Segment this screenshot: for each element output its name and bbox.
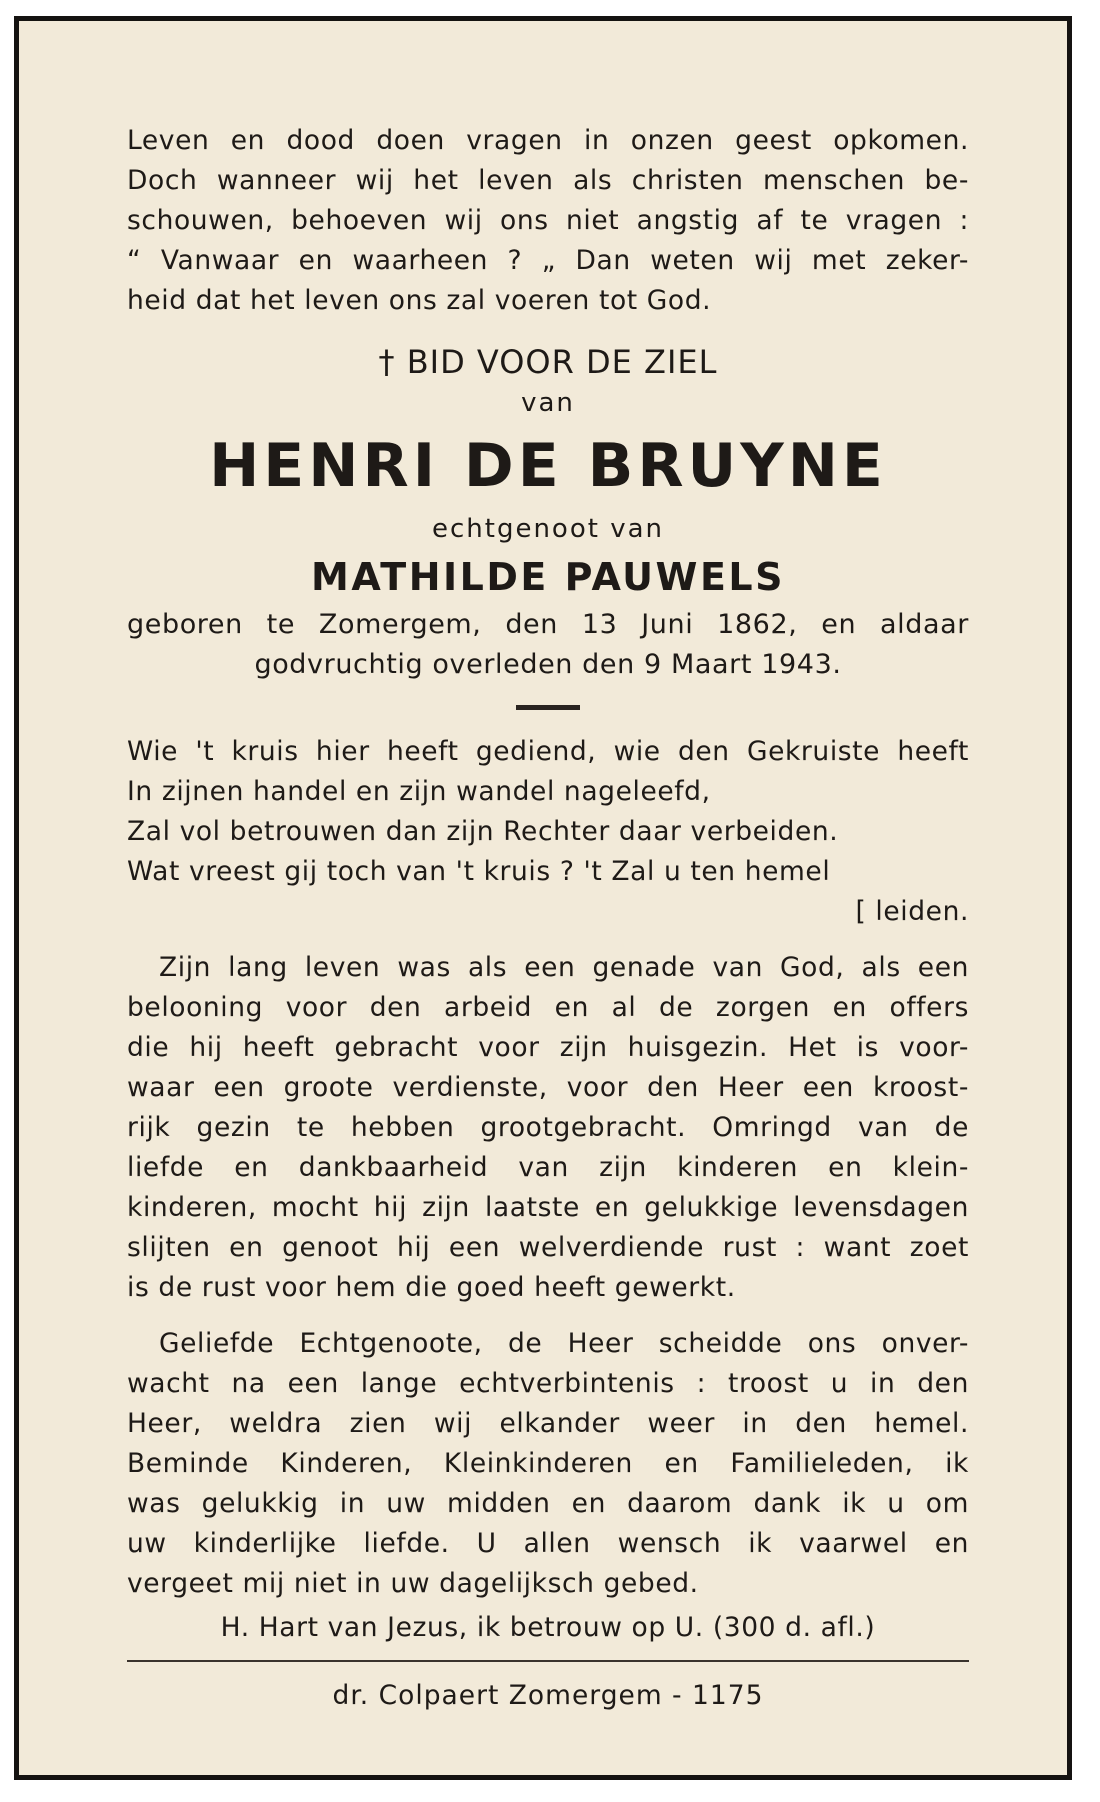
closing-prayer: H. Hart van Jezus, ik betrouw op U. (300 d. afl.) xyxy=(220,1612,876,1643)
poem-line: Zal vol betrouwen dan zijn Rechter daar verbeiden. xyxy=(127,816,839,847)
van-label: van xyxy=(521,388,575,418)
death-line: godvruchtig overleden den 9 Maart 1943. xyxy=(254,649,842,680)
paragraph-line: is de rust voor hem die goed heeft gewerkt. xyxy=(127,1272,736,1303)
birth-death-info xyxy=(127,605,969,685)
paragraph-line: vergeet mij niet in uw dagelijksch gebed. xyxy=(127,1568,699,1599)
printer-imprint: dr. Colpaert Zomergem - 1175 xyxy=(332,1680,764,1711)
paragraph-line: liefde en dankbaarheid van zijn kinderen en klein- xyxy=(127,1152,969,1183)
intro-paragraph xyxy=(127,121,969,321)
intro-line: Leven en dood doen vragen in onzen geest opkomen. xyxy=(127,125,969,156)
paragraph-line: waar een groote verdienste, voor den Heer een kroost- xyxy=(127,1072,969,1103)
poem-line: [ leiden. xyxy=(855,896,969,927)
prayer-heading-text: BID VOOR DE ZIEL xyxy=(406,343,718,381)
birth-line: geboren te Zomergem, den 13 Juni 1862, en aldaar xyxy=(127,609,969,640)
spouse-name: MATHILDE PAUWELS xyxy=(311,555,785,599)
deceased-name: HENRI DE BRUYNE xyxy=(209,431,887,501)
intro-line: heid dat het leven ons zal voeren tot God. xyxy=(127,285,712,316)
paragraph-line: slijten en genoot hij een welverdiende rust : want zoet xyxy=(127,1232,969,1263)
paragraph-line: Zijn lang leven was als een genade van God, als een xyxy=(159,952,969,983)
poem-line: Wat vreest gij toch van 't kruis ? 't Zal u ten hemel xyxy=(127,856,831,887)
paragraph-farewell xyxy=(127,1324,969,1604)
paragraph-line: rijk gezin te hebben grootgebracht. Omringd van de xyxy=(127,1112,969,1143)
paragraph-line: Heer, weldra zien wij elkander weer in den hemel. xyxy=(127,1408,969,1439)
poem xyxy=(127,732,969,932)
paragraph-line: kinderen, mocht hij zijn laatste en gelukkige levensdagen xyxy=(127,1192,969,1223)
cross-icon: † xyxy=(378,343,396,381)
paragraph-line: wacht na een lange echtverbintenis : troost u in den xyxy=(127,1368,969,1399)
prayer-heading xyxy=(127,339,969,385)
intro-line: Doch wanneer wij het leven als christen menschen be- xyxy=(127,165,969,196)
paragraph-line: uw kinderlijke liefde. U allen wensch ik vaarwel en xyxy=(127,1528,969,1559)
footer-divider xyxy=(127,1660,969,1662)
paragraph-line: was gelukkig in uw midden en daarom dank ik u om xyxy=(127,1488,969,1519)
paragraph-life xyxy=(127,948,969,1308)
poem-line: Wie 't kruis hier heeft gediend, wie den Gekruiste heeft xyxy=(127,736,969,767)
poem-line: In zijnen handel en zijn wandel nageleefd, xyxy=(127,776,711,807)
short-divider xyxy=(516,705,580,710)
intro-line: “ Vanwaar en waarheen ? „ Dan weten wij met zeker- xyxy=(127,245,969,276)
spouse-label: echtgenoot van xyxy=(431,514,664,544)
paragraph-line: belooning voor den arbeid en al de zorgen en offers xyxy=(127,992,969,1023)
paragraph-line: die hij heeft gebracht voor zijn huisgezin. Het is voor- xyxy=(127,1032,969,1063)
paragraph-line: Geliefde Echtgenoote, de Heer scheidde ons onver- xyxy=(159,1328,969,1359)
intro-line: schouwen, behoeven wij ons niet angstig af te vragen : xyxy=(127,205,969,236)
memorial-card xyxy=(14,16,1072,1780)
card-content xyxy=(127,121,969,1716)
paragraph-line: Beminde Kinderen, Kleinkinderen en Familieleden, ik xyxy=(127,1448,969,1479)
